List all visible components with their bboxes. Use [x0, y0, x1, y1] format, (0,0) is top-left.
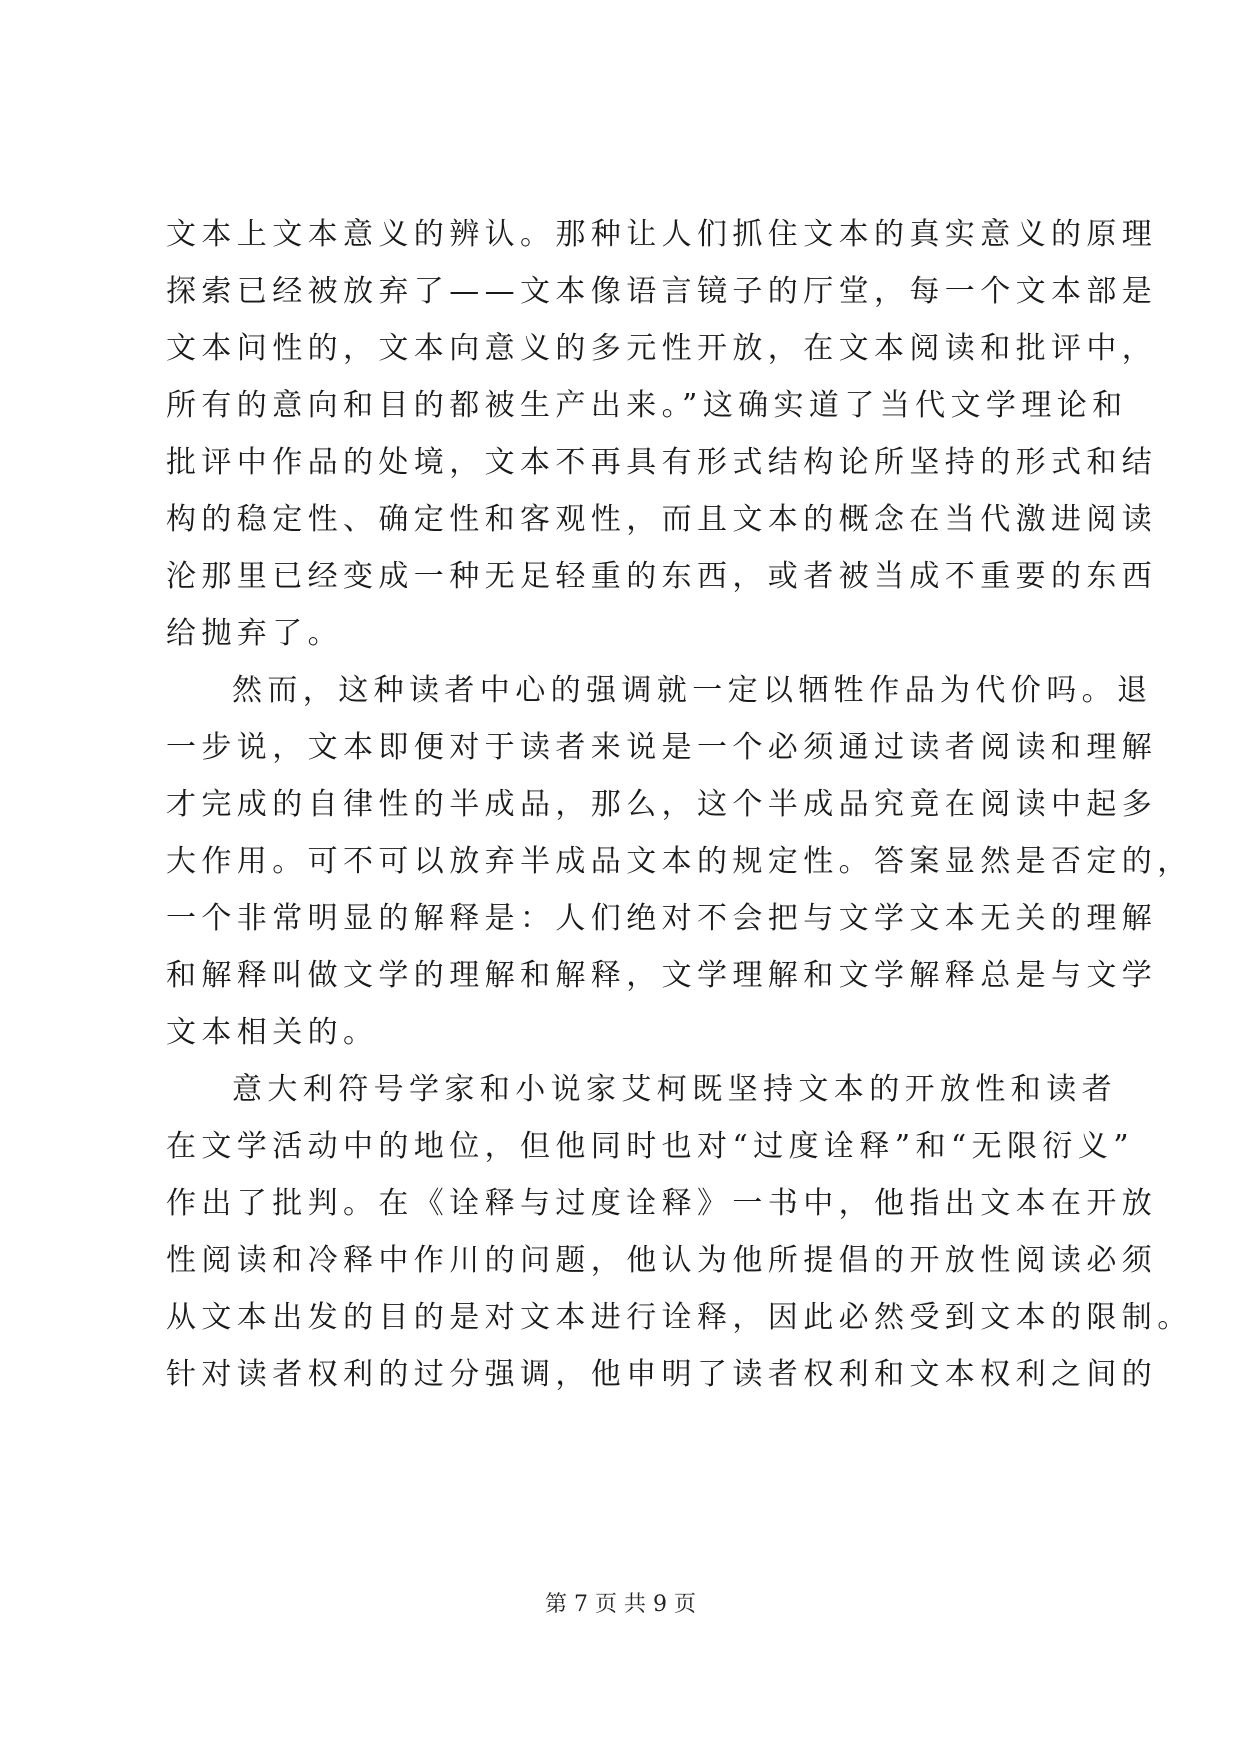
- paragraph-2-line-2: 一步说，文本即便对于读者来说是一个必须通过读者阅读和理解: [166, 730, 1158, 765]
- paragraph-1-line-4: 所有的意向和目的都被生产出来。”这确实道了当代文学理论和: [166, 388, 1128, 423]
- paragraph-1-line-1: 文本上文本意义的辨认。那种让人们抓住文本的真实意义的原理: [166, 217, 1158, 252]
- paragraph-1-line-3: 文本问性的，文本向意义的多元性开放，在文本阅读和批评中，: [166, 331, 1158, 366]
- paragraph-3-line-1: 意大利符号学家和小说家艾柯既坚持文本的开放性和读者: [232, 1072, 1117, 1107]
- page-number-footer: 第 7 页 共 9 页: [545, 1592, 696, 1617]
- paragraph-3-line-4: 性阅读和冷释中作川的问题，他认为他所提倡的开放性阅读必须: [166, 1243, 1158, 1278]
- paragraph-2-line-4: 大作用。可不可以放弃半成品文本的规定性。答案显然是否定的，: [166, 844, 1193, 879]
- paragraph-2-line-7: 文本相关的。: [166, 1015, 379, 1050]
- paragraph-3-line-5: 从文本出发的目的是对文本进行诠释，因此必然受到文本的限制。: [166, 1300, 1193, 1335]
- paragraph-3-line-6: 针对读者权利的过分强调，他申明了读者权利和文本权利之间的: [166, 1357, 1158, 1392]
- paragraph-1-line-6: 构的稳定性、确定性和客观性，而且文本的概念在当代激进阅读: [166, 502, 1158, 537]
- paragraph-3-line-2: 在文学活动中的地位，但他同时也对“过度诠释”和“无限衍义”: [166, 1129, 1134, 1164]
- paragraph-2-line-1: 然而，这种读者中心的强调就一定以牺牲作品为代价吗。退: [232, 673, 1153, 708]
- paragraph-2-line-6: 和解释叫做文学的理解和解释，文学理解和文学解释总是与文学: [166, 958, 1158, 993]
- paragraph-2-line-3: 才完成的自律性的半成品，那么，这个半成品究竟在阅读中起多: [166, 787, 1158, 822]
- paragraph-1-line-7: 沦那里已经变成一种无足轻重的东西，或者被当成不重要的东西: [166, 559, 1158, 594]
- paragraph-1-line-2: 探索已经被放弃了——文本像语言镜子的厅堂，每一个文本部是: [166, 274, 1158, 309]
- paragraph-2-line-5: 一个非常明显的解释是：人们绝对不会把与文学文本无关的理解: [166, 901, 1158, 936]
- paragraph-1-line-8: 给抛弃了。: [166, 616, 343, 651]
- paragraph-1-line-5: 批评中作品的处境，文本不再具有形式结构论所坚持的形式和结: [166, 445, 1158, 480]
- paragraph-3-line-3: 作出了批判。在《诠释与过度诠释》一书中，他指出文本在开放: [166, 1186, 1158, 1221]
